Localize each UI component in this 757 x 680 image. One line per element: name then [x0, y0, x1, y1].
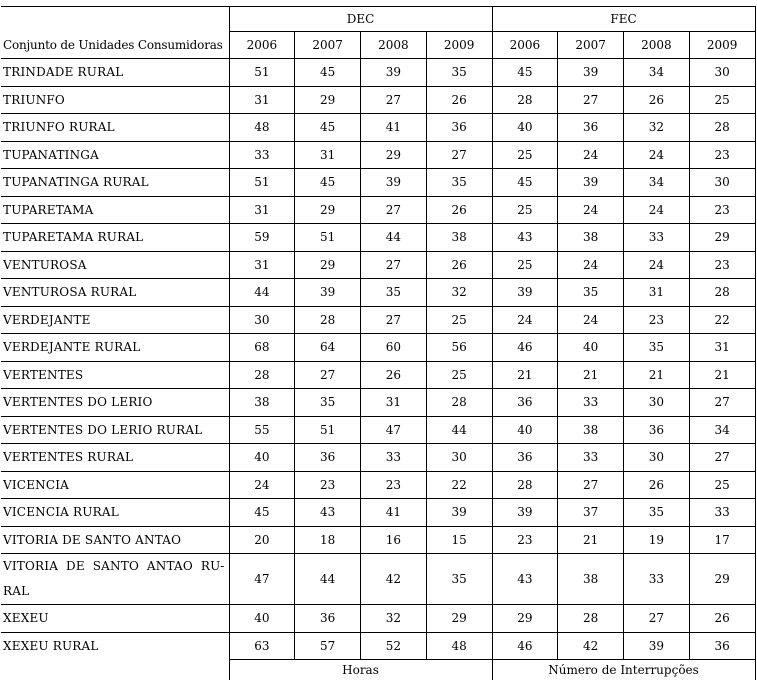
dec-value-cell: 33 — [361, 444, 427, 472]
dec-value-cell: 35 — [295, 389, 361, 417]
dec-value-cell: 39 — [361, 169, 427, 197]
fec-value-cell: 33 — [624, 554, 690, 605]
fec-value-cell: 36 — [492, 444, 558, 472]
dec-value-cell: 29 — [426, 605, 492, 633]
dec-value-cell: 39 — [426, 499, 492, 527]
dec-value-cell: 27 — [426, 141, 492, 169]
dec-value-cell: 32 — [361, 605, 427, 633]
fec-value-cell: 33 — [689, 499, 755, 527]
fec-value-cell: 37 — [558, 499, 624, 527]
fec-value-cell: 33 — [624, 224, 690, 252]
table-row — [1, 224, 755, 252]
dec-value-cell: 44 — [295, 554, 361, 605]
fec-value-cell: 30 — [689, 169, 755, 197]
dec-value-cell: 43 — [295, 499, 361, 527]
fec-value-cell: 45 — [492, 59, 558, 87]
table-row — [1, 279, 755, 307]
dec-value-cell: 42 — [361, 554, 427, 605]
dec-value-cell: 38 — [426, 224, 492, 252]
dec-value-cell: 40 — [229, 444, 295, 472]
fec-value-cell: 24 — [558, 141, 624, 169]
dec-value-cell: 30 — [426, 444, 492, 472]
dec-value-cell: 18 — [295, 526, 361, 554]
dec-value-cell: 35 — [426, 169, 492, 197]
dec-value-cell: 25 — [426, 361, 492, 389]
table-row — [1, 632, 755, 660]
table-body — [1, 59, 755, 660]
fec-value-cell: 23 — [689, 141, 755, 169]
dec-value-cell: 29 — [295, 196, 361, 224]
dec-value-cell: 28 — [426, 389, 492, 417]
fec-value-cell: 21 — [689, 361, 755, 389]
dec-value-cell: 26 — [361, 361, 427, 389]
table-row — [1, 334, 755, 362]
fec-value-cell: 24 — [624, 251, 690, 279]
dec-value-cell: 35 — [361, 279, 427, 307]
table-row — [1, 86, 755, 114]
dec-value-cell: 44 — [361, 224, 427, 252]
row-name: TUPANATINGA RURAL — [1, 169, 229, 197]
dec-value-cell: 25 — [426, 306, 492, 334]
fec-unit-label: Número de Interrupções — [492, 660, 755, 680]
dec-value-cell: 27 — [361, 251, 427, 279]
fec-value-cell: 27 — [558, 86, 624, 114]
dec-value-cell: 41 — [361, 114, 427, 142]
dec-value-cell: 59 — [229, 224, 295, 252]
fec-value-cell: 30 — [689, 59, 755, 87]
year-header: 2006 — [229, 32, 295, 59]
group-header-row — [1, 7, 755, 32]
row-name: VICENCIA RURAL — [1, 499, 229, 527]
fec-value-cell: 23 — [689, 196, 755, 224]
dec-value-cell: 31 — [229, 86, 295, 114]
dec-value-cell: 28 — [229, 361, 295, 389]
row-name: VERDEJANTE RURAL — [1, 334, 229, 362]
fec-value-cell: 22 — [689, 306, 755, 334]
dec-value-cell: 36 — [295, 444, 361, 472]
row-name: XEXEU RURAL — [1, 632, 229, 660]
row-name: TUPARETAMA RURAL — [1, 224, 229, 252]
row-name: TRIUNFO — [1, 86, 229, 114]
fec-value-cell: 39 — [624, 632, 690, 660]
fec-value-cell: 27 — [689, 389, 755, 417]
dec-value-cell: 51 — [229, 169, 295, 197]
dec-value-cell: 39 — [361, 59, 427, 87]
fec-value-cell: 43 — [492, 224, 558, 252]
dec-value-cell: 26 — [426, 196, 492, 224]
row-name: VERTENTES — [1, 361, 229, 389]
table-row — [1, 605, 755, 633]
row-name: TUPARETAMA — [1, 196, 229, 224]
dec-value-cell: 45 — [295, 169, 361, 197]
dec-value-cell: 32 — [426, 279, 492, 307]
dec-value-cell: 35 — [426, 554, 492, 605]
fec-value-cell: 24 — [624, 141, 690, 169]
row-name: TUPANATINGA — [1, 141, 229, 169]
fec-value-cell: 36 — [689, 632, 755, 660]
row-name: TRIUNFO RURAL — [1, 114, 229, 142]
fec-value-cell: 24 — [558, 251, 624, 279]
fec-value-cell: 23 — [689, 251, 755, 279]
fec-value-cell: 25 — [492, 251, 558, 279]
fec-value-cell: 24 — [558, 196, 624, 224]
fec-group-header: FEC — [492, 7, 755, 32]
dec-value-cell: 26 — [426, 86, 492, 114]
fec-value-cell: 26 — [624, 86, 690, 114]
fec-value-cell: 34 — [689, 416, 755, 444]
fec-value-cell: 33 — [558, 389, 624, 417]
fec-value-cell: 34 — [624, 59, 690, 87]
dec-value-cell: 40 — [229, 605, 295, 633]
dec-value-cell: 55 — [229, 416, 295, 444]
fec-value-cell: 35 — [558, 279, 624, 307]
fec-value-cell: 35 — [624, 499, 690, 527]
dec-value-cell: 28 — [295, 306, 361, 334]
table-row — [1, 416, 755, 444]
dec-value-cell: 20 — [229, 526, 295, 554]
dec-value-cell: 51 — [295, 416, 361, 444]
dec-value-cell: 31 — [295, 141, 361, 169]
dec-value-cell: 31 — [229, 196, 295, 224]
dec-value-cell: 57 — [295, 632, 361, 660]
dec-value-cell: 23 — [295, 471, 361, 499]
fec-value-cell: 35 — [624, 334, 690, 362]
dec-value-cell: 38 — [229, 389, 295, 417]
fec-value-cell: 19 — [624, 526, 690, 554]
fec-value-cell: 23 — [492, 526, 558, 554]
dec-value-cell: 48 — [229, 114, 295, 142]
dec-value-cell: 33 — [229, 141, 295, 169]
dec-unit-label: Horas — [229, 660, 492, 680]
dec-value-cell: 36 — [295, 605, 361, 633]
dec-value-cell: 44 — [426, 416, 492, 444]
fec-value-cell: 30 — [624, 444, 690, 472]
corner-cell — [1, 7, 229, 32]
fec-value-cell: 36 — [558, 114, 624, 142]
row-name: TRINDADE RURAL — [1, 59, 229, 87]
fec-value-cell: 40 — [492, 416, 558, 444]
dec-value-cell: 22 — [426, 471, 492, 499]
dec-value-cell: 35 — [426, 59, 492, 87]
year-header: 2006 — [492, 32, 558, 59]
fec-value-cell: 31 — [689, 334, 755, 362]
fec-value-cell: 46 — [492, 632, 558, 660]
dec-value-cell: 31 — [229, 251, 295, 279]
units-blank-cell — [1, 660, 229, 680]
dec-value-cell: 41 — [361, 499, 427, 527]
dec-value-cell: 31 — [361, 389, 427, 417]
row-name: VERDEJANTE — [1, 306, 229, 334]
fec-value-cell: 27 — [624, 605, 690, 633]
dec-value-cell: 27 — [361, 196, 427, 224]
row-name: VITORIA DE SANTO ANTAO — [1, 526, 229, 554]
table-row — [1, 361, 755, 389]
fec-value-cell: 25 — [492, 141, 558, 169]
fec-value-cell: 36 — [624, 416, 690, 444]
fec-value-cell: 21 — [558, 526, 624, 554]
year-header: 2008 — [361, 32, 427, 59]
dec-value-cell: 68 — [229, 334, 295, 362]
fec-value-cell: 36 — [492, 389, 558, 417]
row-name: VENTUROSA — [1, 251, 229, 279]
fec-value-cell: 25 — [689, 471, 755, 499]
dec-value-cell: 45 — [295, 59, 361, 87]
fec-value-cell: 28 — [492, 86, 558, 114]
fec-value-cell: 33 — [558, 444, 624, 472]
year-header-row — [1, 32, 755, 59]
fec-value-cell: 21 — [492, 361, 558, 389]
dec-value-cell: 45 — [229, 499, 295, 527]
first-column-header: Conjunto de Unidades Consumidoras — [1, 32, 229, 59]
fec-value-cell: 40 — [492, 114, 558, 142]
fec-value-cell: 40 — [558, 334, 624, 362]
dec-value-cell: 45 — [295, 114, 361, 142]
fec-value-cell: 42 — [558, 632, 624, 660]
fec-value-cell: 28 — [689, 279, 755, 307]
dec-value-cell: 29 — [361, 141, 427, 169]
dec-value-cell: 27 — [361, 86, 427, 114]
table-row — [1, 471, 755, 499]
row-name: VERTENTES DO LERIO RURAL — [1, 416, 229, 444]
year-header: 2009 — [689, 32, 755, 59]
dec-value-cell: 44 — [229, 279, 295, 307]
fec-value-cell: 32 — [624, 114, 690, 142]
fec-value-cell: 24 — [558, 306, 624, 334]
table-row — [1, 196, 755, 224]
dec-value-cell: 60 — [361, 334, 427, 362]
dec-value-cell: 26 — [426, 251, 492, 279]
table-row — [1, 59, 755, 87]
dec-value-cell: 29 — [295, 251, 361, 279]
table-row — [1, 169, 755, 197]
row-name: VERTENTES DO LERIO — [1, 389, 229, 417]
year-header: 2007 — [558, 32, 624, 59]
row-name: XEXEU — [1, 605, 229, 633]
table-row — [1, 499, 755, 527]
fec-value-cell: 39 — [492, 499, 558, 527]
indicators-table — [1, 6, 756, 680]
dec-value-cell: 47 — [361, 416, 427, 444]
dec-value-cell: 51 — [229, 59, 295, 87]
fec-value-cell: 30 — [624, 389, 690, 417]
fec-value-cell: 25 — [492, 196, 558, 224]
dec-value-cell: 39 — [295, 279, 361, 307]
fec-value-cell: 24 — [624, 196, 690, 224]
fec-value-cell: 28 — [689, 114, 755, 142]
fec-value-cell: 38 — [558, 416, 624, 444]
dec-value-cell: 36 — [426, 114, 492, 142]
table-row — [1, 389, 755, 417]
fec-value-cell: 45 — [492, 169, 558, 197]
year-header: 2008 — [624, 32, 690, 59]
dec-value-cell: 29 — [295, 86, 361, 114]
fec-value-cell: 39 — [492, 279, 558, 307]
dec-value-cell: 64 — [295, 334, 361, 362]
fec-value-cell: 27 — [558, 471, 624, 499]
row-name: VICENCIA — [1, 471, 229, 499]
fec-value-cell: 21 — [624, 361, 690, 389]
dec-value-cell: 27 — [361, 306, 427, 334]
dec-value-cell: 23 — [361, 471, 427, 499]
dec-group-header: DEC — [229, 7, 492, 32]
dec-value-cell: 15 — [426, 526, 492, 554]
dec-value-cell: 52 — [361, 632, 427, 660]
fec-value-cell: 21 — [558, 361, 624, 389]
fec-value-cell: 46 — [492, 334, 558, 362]
row-name: VENTUROSA RURAL — [1, 279, 229, 307]
row-name: VITORIA DE SANTO ANTAO RU-RAL — [1, 554, 229, 605]
fec-value-cell: 17 — [689, 526, 755, 554]
fec-value-cell: 39 — [558, 169, 624, 197]
fec-value-cell: 38 — [558, 554, 624, 605]
fec-value-cell: 31 — [624, 279, 690, 307]
year-header: 2007 — [295, 32, 361, 59]
table-row — [1, 114, 755, 142]
units-row — [1, 660, 755, 680]
table-row — [1, 526, 755, 554]
dec-value-cell: 47 — [229, 554, 295, 605]
dec-value-cell: 24 — [229, 471, 295, 499]
fec-value-cell: 39 — [558, 59, 624, 87]
fec-value-cell: 38 — [558, 224, 624, 252]
fec-value-cell: 24 — [492, 306, 558, 334]
fec-value-cell: 26 — [689, 605, 755, 633]
fec-value-cell: 29 — [689, 224, 755, 252]
table-row — [1, 251, 755, 279]
table-row — [1, 306, 755, 334]
fec-value-cell: 26 — [624, 471, 690, 499]
table-row — [1, 141, 755, 169]
dec-value-cell: 63 — [229, 632, 295, 660]
fec-value-cell: 27 — [689, 444, 755, 472]
table-row — [1, 554, 755, 605]
fec-value-cell: 34 — [624, 169, 690, 197]
dec-value-cell: 51 — [295, 224, 361, 252]
fec-value-cell: 29 — [689, 554, 755, 605]
dec-value-cell: 56 — [426, 334, 492, 362]
dec-value-cell: 27 — [295, 361, 361, 389]
fec-value-cell: 29 — [492, 605, 558, 633]
fec-value-cell: 28 — [492, 471, 558, 499]
fec-value-cell: 43 — [492, 554, 558, 605]
fec-value-cell: 25 — [689, 86, 755, 114]
dec-value-cell: 30 — [229, 306, 295, 334]
dec-value-cell: 16 — [361, 526, 427, 554]
fec-value-cell: 28 — [558, 605, 624, 633]
fec-value-cell: 23 — [624, 306, 690, 334]
row-name: VERTENTES RURAL — [1, 444, 229, 472]
dec-value-cell: 48 — [426, 632, 492, 660]
year-header: 2009 — [426, 32, 492, 59]
table-row — [1, 444, 755, 472]
